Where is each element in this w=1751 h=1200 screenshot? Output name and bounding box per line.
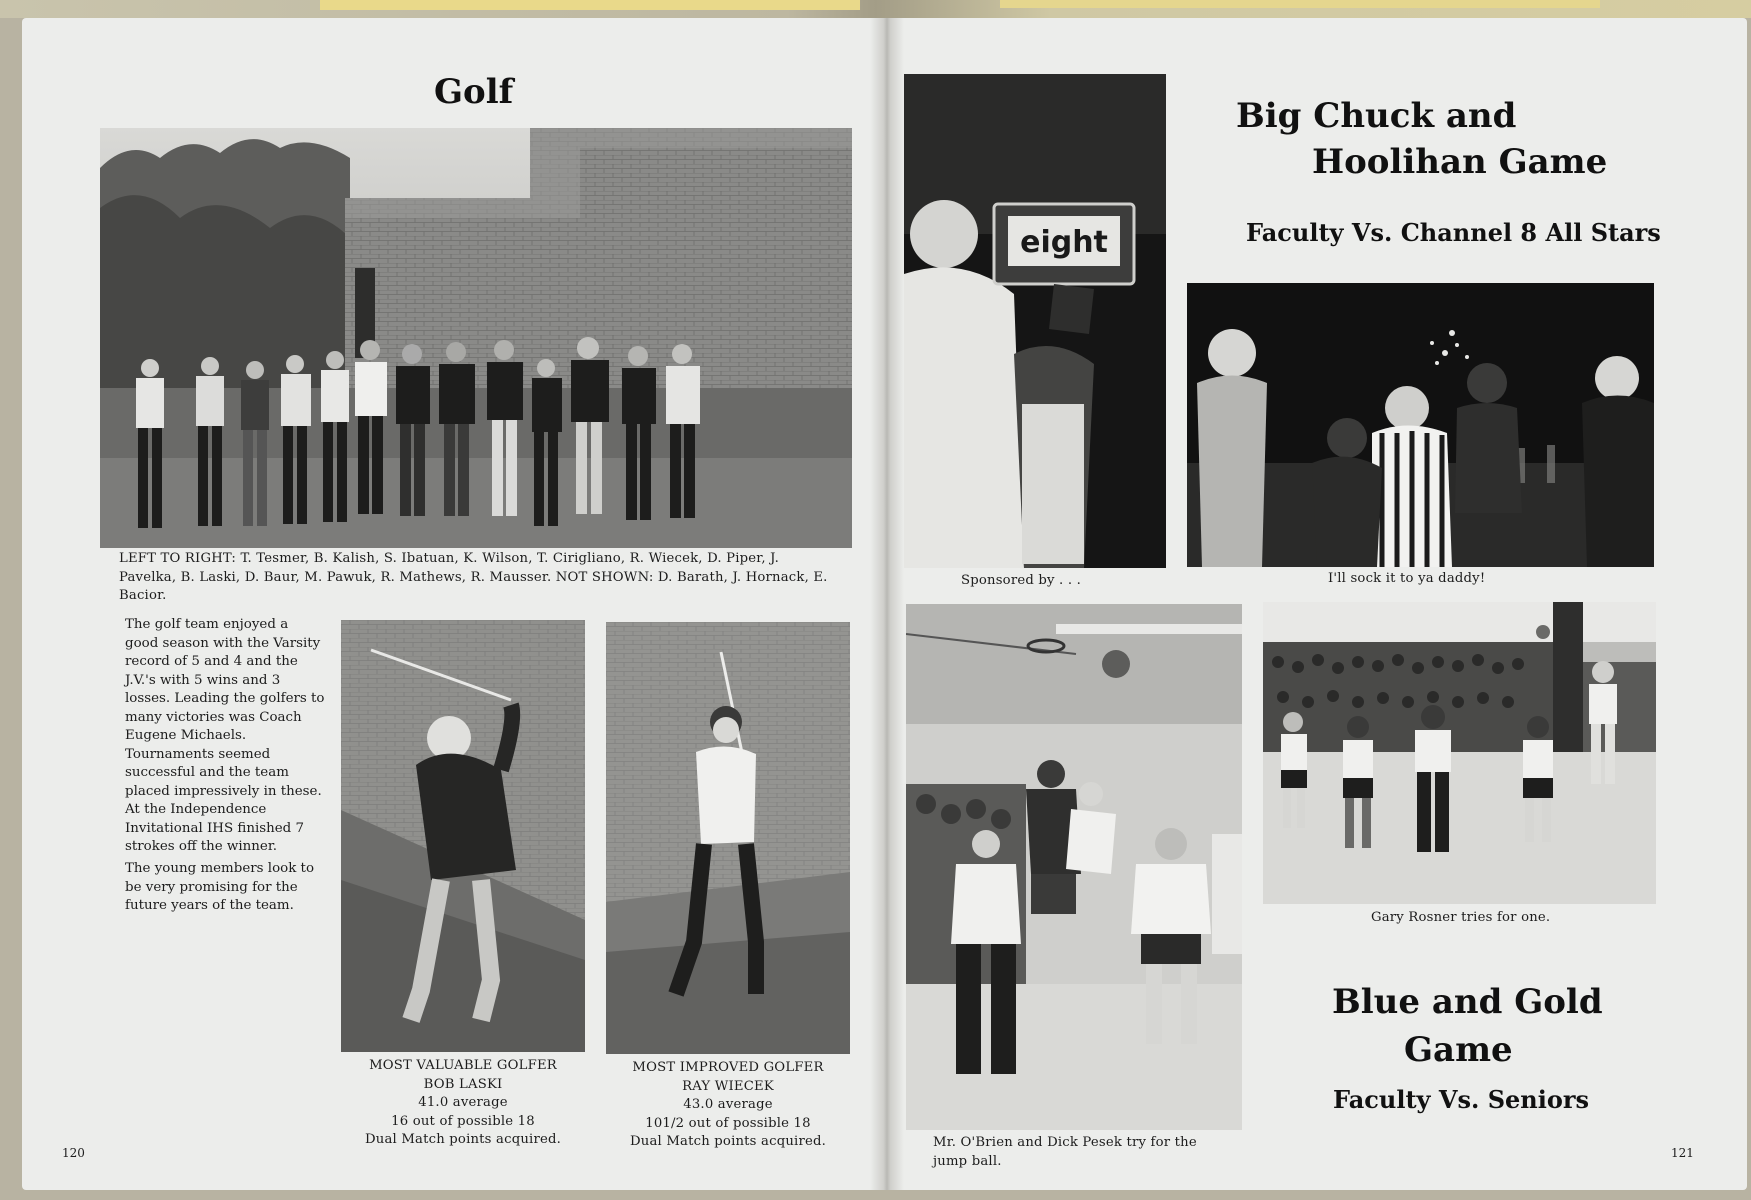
mvp-name: BOB LASKI <box>423 1076 503 1092</box>
most-improved-golfer-photo <box>606 622 850 1054</box>
sock-it-photo <box>1187 283 1654 567</box>
jump-ball-photo <box>906 604 1242 1130</box>
blue-gold-subtitle: Faculty Vs. Seniors <box>1333 1085 1590 1114</box>
blue-gold-title-line-1: Blue and Gold <box>1332 982 1603 1022</box>
golf-title: Golf <box>434 72 514 112</box>
golf-story-paragraph-1: The golf team enjoyed a good season with the Varsity record of 5 and 4 and the J.V.'s with 5 wins and 3 losses. Leading the golfers to many victories was Coach Eugene Michaels. Tournaments seemed successful and the team placed impressively in these. At the Independence Invitational IHS finished 7 strokes off the winner. <box>125 617 325 854</box>
big-chuck-title-line-1: Big Chuck and <box>1236 96 1517 136</box>
rosner-shot-photo <box>1263 602 1656 904</box>
book-cover-edge <box>320 0 860 10</box>
mip-average: 43.0 average <box>683 1097 773 1112</box>
mvp-caption <box>341 1057 585 1150</box>
mvp-average: 41.0 average <box>418 1095 508 1110</box>
page-number-right: 121 <box>1671 1146 1694 1160</box>
mip-caption <box>606 1059 850 1152</box>
mip-points: 101/2 out of possible 18 <box>645 1115 811 1131</box>
mip-points-label: Dual Match points acquired. <box>630 1134 826 1149</box>
book-cover-edge <box>1000 0 1600 8</box>
big-chuck-subtitle: Faculty Vs. Channel 8 All Stars <box>1246 218 1661 247</box>
sponsor-photo <box>904 74 1166 568</box>
most-valuable-golfer-photo <box>341 620 585 1052</box>
golf-story-paragraph-2: The young members look to be very promising for the future years of the team. <box>125 861 315 913</box>
mip-award: MOST IMPROVED GOLFER <box>632 1060 824 1075</box>
golf-team-photo <box>100 128 852 548</box>
blue-gold-title-line-2: Game <box>1404 1030 1513 1070</box>
rosner-caption: Gary Rosner tries for one. <box>1371 910 1551 925</box>
mvp-points-label: Dual Match points acquired. <box>365 1132 561 1147</box>
channel-8-sign-text: eight <box>1020 225 1108 260</box>
team-photo-caption: LEFT TO RIGHT: T. Tesmer, B. Kalish, S. Ibatuan, K. Wilson, T. Cirigliano, R. Wiecek, D. Piper, J. Pavelka, B. Laski, D. Baur, M. Pawuk, R. Mathews, R. Mausser. NOT SHOWN: D. Barath, J. Hornack, E. Bacior. <box>119 551 828 603</box>
sponsor-caption: Sponsored by . . . <box>961 573 1082 588</box>
mip-name: RAY WIECEK <box>682 1078 774 1094</box>
sock-it-caption: I'll sock it to ya daddy! <box>1328 571 1486 586</box>
mvp-award: MOST VALUABLE GOLFER <box>369 1058 557 1073</box>
mvp-points: 16 out of possible 18 <box>391 1113 535 1129</box>
page-number-left: 120 <box>62 1146 85 1160</box>
big-chuck-title-line-2: Hoolihan Game <box>1312 142 1608 182</box>
jump-ball-caption: Mr. O'Brien and Dick Pesek try for the jump ball. <box>933 1135 1197 1169</box>
book-gutter <box>870 18 904 1190</box>
